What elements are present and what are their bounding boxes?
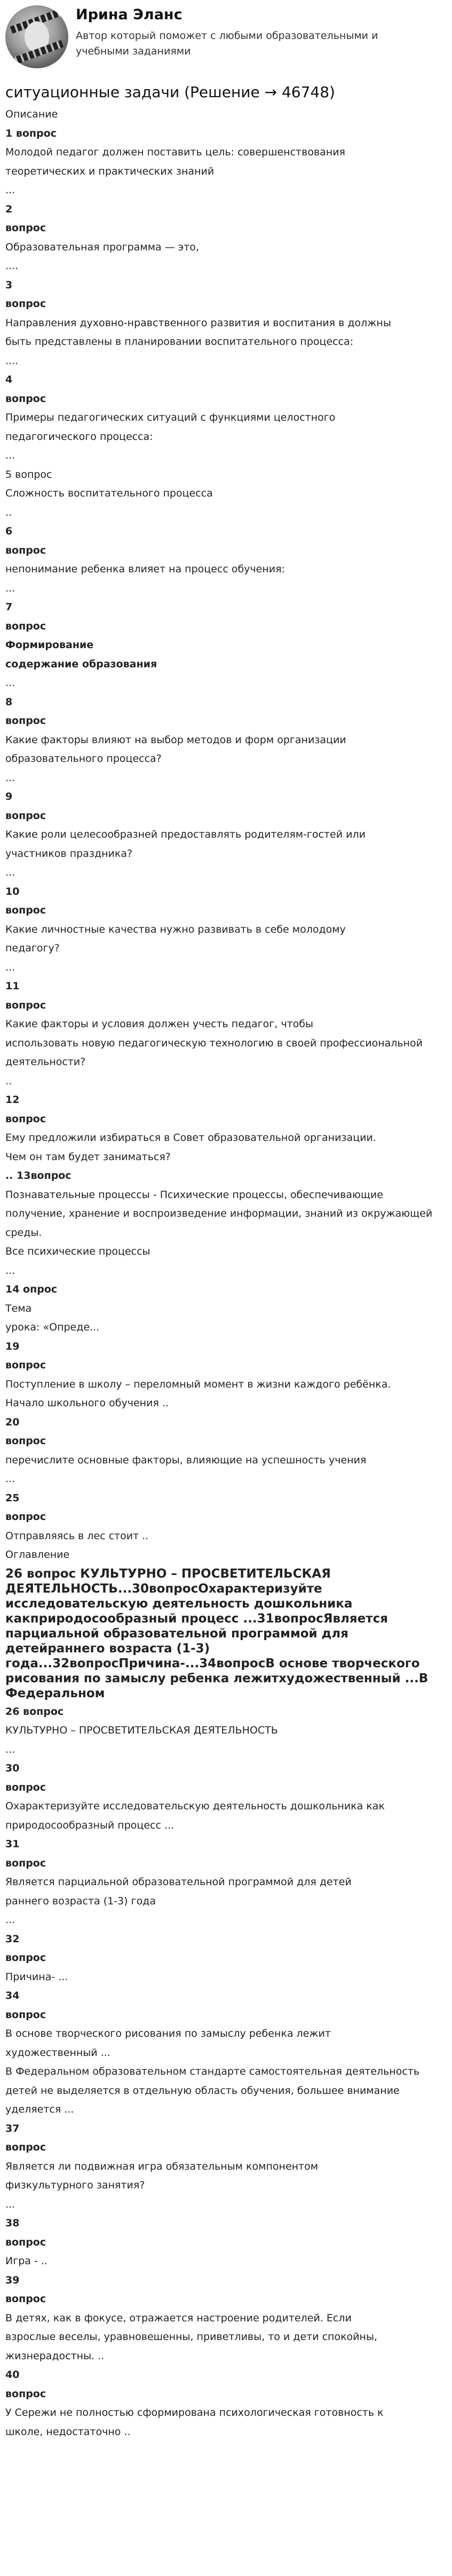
text-line: ...	[5, 450, 15, 461]
text-line: образовательного процесса?	[5, 753, 162, 765]
question-label: вопрос	[5, 1952, 46, 1964]
text-line: Молодой педагог должен поставить цель: совершенствования	[5, 146, 345, 158]
text-line: детей не выделяется в отдельную область обучения, большее внимание	[5, 2084, 400, 2097]
text-line: непонимание ребенка влияет на процесс обучения:	[5, 563, 285, 575]
text-line: У Сережи не полностью сформирована психологическая готовность к	[5, 2407, 384, 2419]
question-label: 39	[5, 2274, 20, 2286]
question-label: вопрос	[5, 2293, 46, 2305]
text-line: В детях, как в фокусе, отражается настроение родителей. Если	[5, 2312, 352, 2324]
question-label: вопрос	[5, 904, 46, 916]
toc-heading: 26 вопрос КУЛЬТУРНО – ПРОСВЕТИТЕЛЬСКАЯ ДЕЯТЕЛЬНОСТЬ...30вопросОхарактеризуйте исследовательскую деятельность дошкольника какприродосообразный процесс ...31вопросЯвляется парциальной образовательной программой для детейраннего возраста (1-3) года...32вопросПричина-...34вопросВ основе творческого рисования по замыслу ребенка лежитхудожественный ...В Федеральном	[5, 1566, 429, 1700]
author-description: Автор который поможет с любыми образовательными и учебными заданиями	[76, 30, 378, 57]
question-label: 3	[5, 279, 13, 291]
question-label: вопрос	[5, 544, 46, 556]
text-line: деятельности?	[5, 1056, 86, 1068]
text-line: взрослые веселы, уравновешенны, приветливы, то и дети спокойны,	[5, 2331, 377, 2343]
text-line: Какие личностные качества нужно развивать в себе молодому	[5, 923, 346, 935]
text-line: использовать новую педагогическую технологию в своей профессиональной	[5, 1037, 423, 1049]
question-label: вопрос	[5, 1435, 46, 1447]
question-label: вопрос	[5, 1359, 46, 1371]
question-label: вопрос	[5, 999, 46, 1011]
text-line: ...	[5, 1914, 15, 1926]
question-label: 32	[5, 1933, 20, 1945]
author-avatar[interactable]	[5, 5, 68, 68]
text-line: ...	[5, 1264, 15, 1277]
question-label: 20	[5, 1416, 20, 1428]
question-label: 19	[5, 1340, 20, 1352]
author-name[interactable]: Ирина Эланс	[76, 6, 183, 23]
text-line: В основе творческого рисования по замыслу ребенка лежит	[5, 2028, 331, 2039]
question-label: 10	[5, 885, 20, 897]
question-label: 26 вопрос	[5, 1705, 64, 1718]
text-line: художественный ...	[5, 2046, 110, 2059]
question-label: вопрос	[5, 2236, 46, 2248]
text-line: среды.	[5, 1226, 42, 1239]
question-label: содержание образования	[5, 658, 157, 670]
question-label: 1 вопрос	[5, 127, 57, 139]
question-label: вопрос	[5, 2008, 46, 2021]
author-header	[5, 5, 436, 75]
text-line: ...	[5, 771, 15, 784]
question-label: 31	[5, 1838, 20, 1850]
text-line: Какие роли целесообразней предоставлять родителям-гостей или	[5, 829, 366, 840]
text-line: Все психические процессы	[5, 1246, 150, 1257]
text-line: ...	[5, 677, 15, 689]
text-line: ...	[5, 184, 15, 196]
text-line: Является ли подвижная игра обязательным компонентом	[5, 2160, 319, 2172]
text-line: уделяется ...	[5, 2104, 74, 2115]
question-label: 2	[5, 203, 13, 215]
text-line: Какие факторы влияют на выбор методов и форм организации	[5, 734, 346, 746]
text-line: ...	[5, 961, 15, 973]
question-label: вопрос	[5, 1113, 46, 1125]
text-line: Примеры педагогических ситуаций с функциями целостного	[5, 412, 336, 423]
text-line: школе, недостаточно ..	[5, 2425, 131, 2438]
text-line: Описание	[5, 108, 58, 120]
question-label: 14 опрос	[5, 1283, 58, 1295]
text-line: Чем он там будет заниматься?	[5, 1151, 171, 1163]
text-line: ...	[5, 2198, 15, 2210]
text-line: педагогического процесса:	[5, 430, 153, 443]
question-label: вопрос	[5, 715, 46, 727]
text-line: Охарактеризуйте исследовательскую деятельность дошкольника как	[5, 1800, 385, 1812]
text-line: Причина- ...	[5, 1971, 68, 1983]
text-line: ..	[5, 1075, 12, 1087]
text-line: физкультурного занятия?	[5, 2179, 145, 2191]
text-line: КУЛЬТУРНО – ПРОСВЕТИТЕЛЬСКАЯ ДЕЯТЕЛЬНОСТЬ	[5, 1724, 278, 1736]
text-line: ....	[5, 260, 19, 272]
question-label: вопрос	[5, 2141, 46, 2153]
text-line: Оглавление	[5, 1549, 70, 1561]
text-line: Является парциальной образовательной программой для детей	[5, 1876, 352, 1888]
question-label: 37	[5, 2122, 20, 2134]
text-line: Ему предложили избираться в Совет образовательной организации.	[5, 1132, 376, 1144]
question-label: 12	[5, 1094, 20, 1106]
question-label: вопрос	[5, 1511, 46, 1523]
page-title: ситуационные задачи (Решение → 46748)	[5, 83, 335, 101]
text-line: участников праздника?	[5, 847, 133, 860]
question-label: вопрос	[5, 809, 46, 822]
text-line: Направления духовно-нравственного развития и воспитания в должны	[5, 317, 391, 329]
text-line: 5 вопрос	[5, 468, 52, 480]
text-line: ....	[5, 355, 19, 367]
question-label: 30	[5, 1762, 20, 1774]
question-label: вопрос	[5, 1781, 46, 1793]
text-line: Образовательная программа — это,	[5, 241, 199, 253]
question-label: вопрос	[5, 2388, 46, 2400]
text-line: ...	[5, 1473, 15, 1485]
text-line: ...	[5, 582, 15, 594]
question-label: 38	[5, 2217, 20, 2229]
question-label: вопрос	[5, 298, 46, 310]
question-label: 40	[5, 2369, 20, 2381]
text-line: природосообразный процесс ...	[5, 1819, 175, 1831]
text-line: Познавательные процессы - Психические процессы, обеспечивающие	[5, 1188, 383, 1201]
author-info	[76, 5, 407, 59]
question-label: 25	[5, 1492, 20, 1504]
question-label: Формирование	[5, 639, 94, 651]
text-line: урока: «Опреде...	[5, 1321, 100, 1333]
text-line: Какие факторы и условия должен учесть педагог, чтобы	[5, 1018, 313, 1030]
text-line: педагогу?	[5, 942, 60, 954]
question-label: .. 13вопрос	[5, 1170, 72, 1181]
text-line: Начало школьного обучения ..	[5, 1397, 169, 1409]
question-label: 6	[5, 525, 13, 537]
text-line: Тема	[5, 1302, 32, 1314]
question-label: 8	[5, 696, 13, 708]
question-label: 7	[5, 601, 13, 613]
question-label: вопрос	[5, 620, 46, 632]
question-label: вопрос	[5, 222, 46, 234]
text-line: ...	[5, 1743, 15, 1755]
text-line: Игра - ..	[5, 2255, 47, 2267]
text-line: быть представлены в планировании воспитательного процесса:	[5, 336, 354, 348]
text-line: Отправляясь в лес стоит ..	[5, 1530, 149, 1542]
text-line: перечислите основные факторы, влияющие на успешность учения	[5, 1454, 367, 1466]
text-line: ..	[5, 506, 12, 518]
text-line: Поступление в школу – переломный момент в жизни каждого ребёнка.	[5, 1378, 391, 1390]
question-label: 9	[5, 791, 13, 802]
text-line: ...	[5, 866, 15, 878]
text-line: В Федеральном образовательном стандарте самостоятельная деятельность	[5, 2066, 420, 2077]
document-content	[5, 105, 436, 2441]
text-line: жизнерадостны. ..	[5, 2350, 105, 2362]
text-line: раннего возраста (1-3) года	[5, 1895, 156, 1907]
text-line: Сложность воспитательного процесса	[5, 487, 213, 499]
text-line: теоретических и практических знаний	[5, 165, 215, 177]
question-label: 34	[5, 1990, 20, 2002]
question-label: 4	[5, 374, 13, 385]
question-label: вопрос	[5, 392, 46, 405]
text-line: получение, хранение и воспроизведение информации, знаний из окружающей	[5, 1208, 433, 1219]
question-label: вопрос	[5, 1857, 46, 1869]
question-label: 11	[5, 980, 20, 992]
